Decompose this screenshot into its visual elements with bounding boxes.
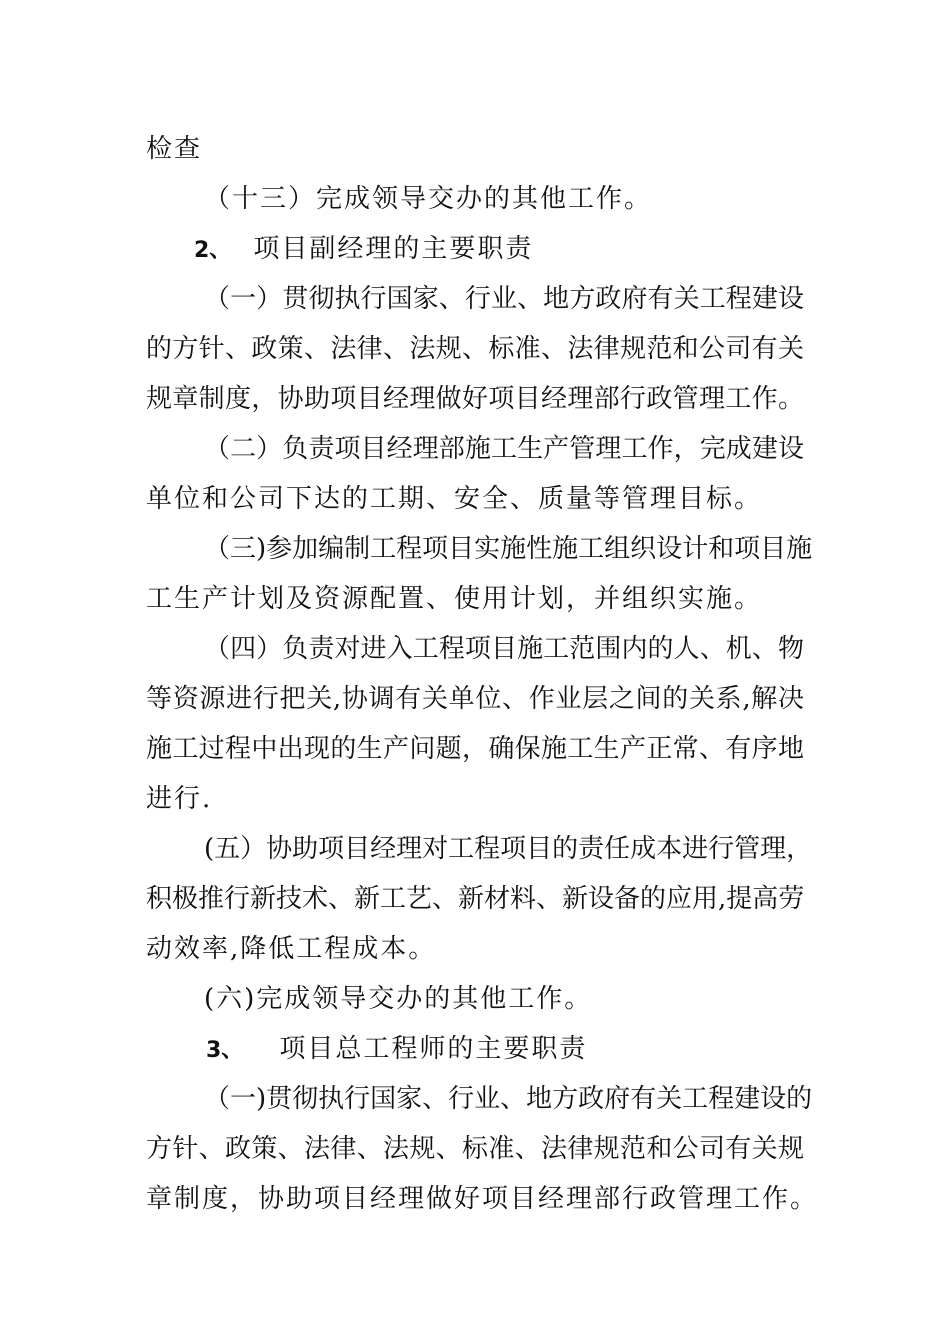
section-number: 2、 <box>194 238 232 263</box>
paragraph-line: 单位和公司下达的工期、安全、质量等管理目标。 <box>146 484 763 514</box>
paragraph-line: 施工过程中出现的生产问题，确保施工生产正常、有序地 <box>146 734 804 764</box>
paragraph-line: （二）负责项目经理部施工生产管理工作，完成建设 <box>204 434 804 464</box>
paragraph-line: (六)完成领导交办的其他工作。 <box>204 984 593 1014</box>
section-heading <box>194 234 533 266</box>
paragraph-line: 章制度，协助项目经理做好项目经理部行政管理工作。 <box>146 1184 819 1214</box>
section-title: 项目副经理的主要职责 <box>253 234 534 264</box>
paragraph-line: 检查 <box>146 134 203 164</box>
paragraph-line: 规章制度，协助项目经理做好项目经理部行政管理工作。 <box>146 384 804 414</box>
paragraph-line: (五）协助项目经理对工程项目的责任成本进行管理， <box>204 834 813 864</box>
paragraph-line: 工生产计划及资源配置、使用计划，并组织实施。 <box>146 584 763 614</box>
paragraph-line: 等资源进行把关,协调有关单位、作业层之间的关系,解决 <box>146 684 804 714</box>
paragraph-line: 方针、政策、法律、法规、标准、法律规范和公司有关规 <box>146 1134 804 1164</box>
paragraph-line: （三)参加编制工程项目实施性施工组织设计和项目施 <box>204 534 813 564</box>
section-heading <box>206 1034 587 1066</box>
paragraph-line: 进行. <box>146 784 213 814</box>
paragraph-line: （四）负责对进入工程项目施工范围内的人、机、物 <box>204 634 804 664</box>
paragraph-line: 积极推行新技术、新工艺、新材料、新设备的应用,提高劳 <box>146 884 805 914</box>
section-number: 3、 <box>206 1038 244 1063</box>
paragraph-line: 的方针、政策、法律、法规、标准、法律规范和公司有关 <box>146 334 804 364</box>
paragraph-line: （一）贯彻执行国家、行业、地方政府有关工程建设 <box>204 284 804 314</box>
paragraph-line: （十三）完成领导交办的其他工作。 <box>204 184 653 214</box>
paragraph-line: 动效率,降低工程成本。 <box>146 934 437 964</box>
paragraph-line: （一)贯彻执行国家、行业、地方政府有关工程建设的 <box>204 1084 813 1114</box>
section-title: 项目总工程师的主要职责 <box>279 1034 588 1064</box>
